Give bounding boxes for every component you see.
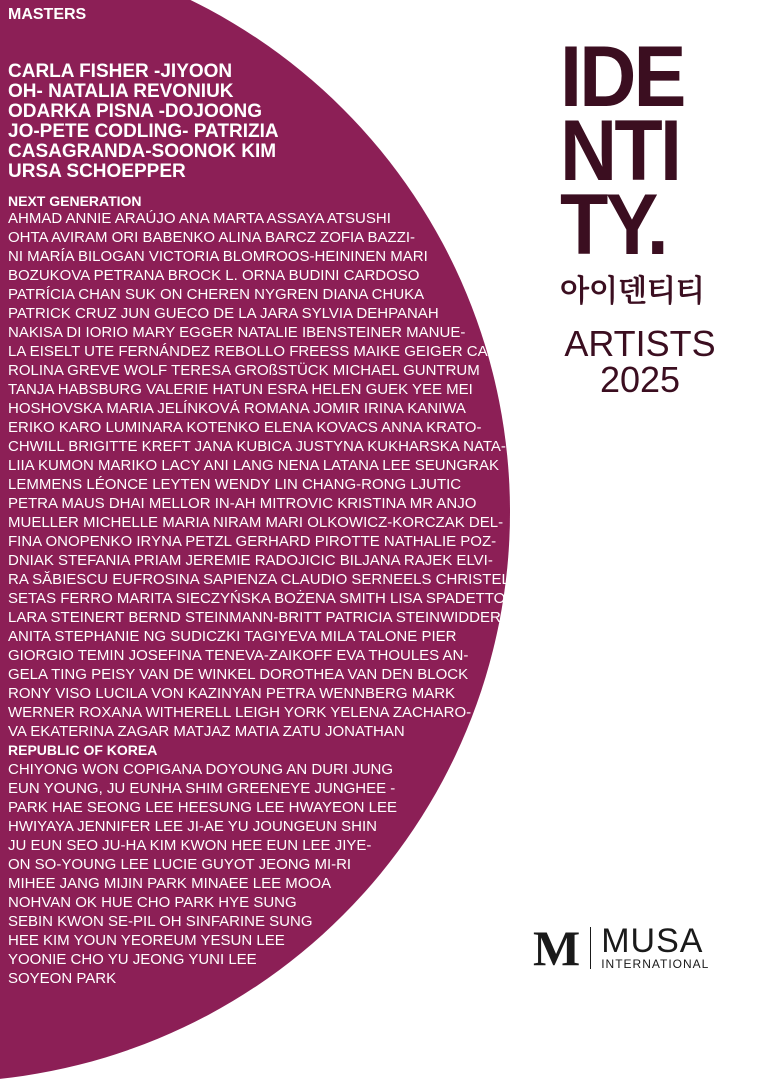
title-line: IDE: [560, 29, 684, 125]
name-line: CHIYONG WON COPIGANA DOYOUNG AN DURI JUNG: [8, 761, 394, 778]
name-line: SEBIN KWON SE-PIL OH SINFARINE SUNG: [8, 913, 313, 930]
name-line: PARK HAE SEONG LEE HEESUNG LEE HWAYEON LEE: [8, 799, 397, 816]
name-line: WERNER ROXANA WITHERELL LEIGH YORK YELENA ZACHARO-: [8, 704, 472, 721]
name-line: LARA STEINERT BERND STEINMANN-BRITT PATRICIA STEINWIDDER: [8, 609, 501, 626]
title-panel: [560, 29, 750, 400]
name-line: RA SĂBIESCU EUFROSINA SAPIENZA CLAUDIO SERNEELS CHRISTEL: [8, 571, 510, 588]
logo-mark: M: [533, 920, 581, 976]
name-line: HEE KIM YOUN YEOREUM YESUN LEE: [8, 932, 285, 949]
korean-title: 아이덴티티: [560, 275, 705, 308]
logo-divider: [590, 927, 591, 969]
masters-line: URSA SCHOEPPER: [8, 161, 186, 182]
name-line: LEMMENS LÉONCE LEYTEN WENDY LIN CHANG-RONG LJUTIC: [8, 476, 462, 493]
name-line: ERIKO KARO LUMINARA KOTENKO ELENA KOVACS ANNA KRATO-: [8, 419, 482, 436]
masters-line: ODARKA PISNA -DOJOONG: [8, 101, 263, 122]
next-generation-label: NEXT GENERATION: [8, 193, 142, 209]
masters-label: MASTERS: [8, 6, 87, 23]
logo-name: MUSA: [601, 922, 704, 960]
name-line: GELA TING PEISY VAN DE WINKEL DOROTHEA VAN DEN BLOCK: [8, 666, 469, 683]
musa-logo: [533, 920, 710, 976]
name-line: NI MARÍA BILOGAN VICTORIA BLOMROOS-HEININEN MARI: [8, 248, 428, 265]
name-line: BOZUKOVA PETRANA BROCK L. ORNA BUDINI CARDOSO: [8, 267, 420, 284]
masters-line: CASAGRANDA-SOONOK KIM: [8, 141, 277, 162]
name-line: YOONIE CHO YU JEONG YUNI LEE: [8, 951, 257, 968]
name-line: PATRICK CRUZ JUN GUECO DE LA JARA SYLVIA DEHPANAH: [8, 305, 439, 322]
masters-names: [8, 62, 328, 182]
title-line: TY.: [560, 177, 667, 273]
name-line: OHTA AVIRAM ORI BABENKO ALINA BARCZ ZOFIA BAZZI-: [8, 229, 416, 246]
name-line: FINA ONOPENKO IRYNA PETZL GERHARD PIROTTE NATHALIE POZ-: [8, 533, 497, 550]
name-line: LA EISELT UTE FERNÁNDEZ REBOLLO FREESS MAIKE GEIGER CA-: [8, 343, 493, 360]
name-line: HOSHOVSKA MARIA JELÍNKOVÁ ROMANA JOMIR IRINA KANIWA: [8, 400, 466, 417]
name-line: MUELLER MICHELLE MARIA NIRAM MARI OLKOWICZ-KORCZAK DEL-: [8, 514, 504, 531]
name-line: ANITA STEPHANIE NG SUDICZKI TAGIYEVA MILA TALONE PIER: [8, 628, 457, 645]
name-line: JU EUN SEO JU-HA KIM KWON HEE EUN LEE JIYE-: [8, 837, 372, 854]
name-line: RONY VISO LUCILA VON KAZINYAN PETRA WENNBERG MARK: [8, 685, 456, 702]
masters-line: CARLA FISHER -JIYOON: [8, 61, 233, 82]
name-line: CHWILL BRIGITTE KREFT JANA KUBICA JUSTYNA KUKHARSKA NATA-: [8, 438, 506, 455]
masters-line: JO-PETE CODLING- PATRIZIA: [8, 121, 279, 142]
name-line: TANJA HABSBURG VALERIE HATUN ESRA HELEN GUEK YEE MEI: [8, 381, 473, 398]
name-line: EUN YOUNG, JU EUNHA SHIM GREENEYE JUNGHEE -: [8, 780, 396, 797]
name-line: SOYEON PARK: [8, 970, 117, 987]
logo-subtitle: INTERNATIONAL: [601, 957, 710, 971]
name-line: ON SO-YOUNG LEE LUCIE GUYOT JEONG MI-RI: [8, 856, 352, 873]
name-line: AHMAD ANNIE ARAÚJO ANA MARTA ASSAYA ATSUSHI: [8, 210, 391, 227]
name-line: GIORGIO TEMIN JOSEFINA TENEVA-ZAIKOFF EVA THOULES AN-: [8, 647, 469, 664]
name-line: PETRA MAUS DHAI MELLOR IN-AH MITROVIC KRISTINA MR ANJO: [8, 495, 477, 512]
name-line: DNIAK STEFANIA PRIAM JEREMIE RADOJICIC BILJANA RAJEK ELVI-: [8, 552, 493, 569]
name-line: MIHEE JANG MIJIN PARK MINAEE LEE MOOA: [8, 875, 332, 892]
name-line: VA EKATERINA ZAGAR MATJAZ MATIA ZATU JONATHAN: [8, 723, 405, 740]
name-line: HWIYAYA JENNIFER LEE JI-AE YU JOUNGEUN SHIN: [8, 818, 377, 835]
korea-label: REPUBLIC OF KOREA: [8, 742, 158, 758]
name-line: NAKISA DI IORIO MARY EGGER NATALIE IBENSTEINER MANUE-: [8, 324, 466, 341]
masters-line: OH- NATALIA REVONIUK: [8, 81, 234, 102]
name-line: NOHVAN OK HUE CHO PARK HYE SUNG: [8, 894, 297, 911]
logo-text: [601, 922, 710, 971]
name-line: ROLINA GREVE WOLF TERESA GROßSTÜCK MICHAEL GUNTRUM: [8, 362, 480, 379]
title-line: NTI: [560, 103, 680, 199]
artists-label: ARTISTS: [564, 323, 716, 364]
name-line: PATRÍCIA CHAN SUK ON CHEREN NYGREN DIANA CHUKA: [8, 286, 425, 303]
name-line: SETAS FERRO MARITA SIECZYŃSKA BOŻENA SMITH LISA SPADETTO: [8, 590, 506, 607]
name-line: LIIA KUMON MARIKO LACY ANI LANG NENA LATANA LEE SEUNGRAK: [8, 457, 499, 474]
year-label: 2025: [599, 359, 681, 400]
